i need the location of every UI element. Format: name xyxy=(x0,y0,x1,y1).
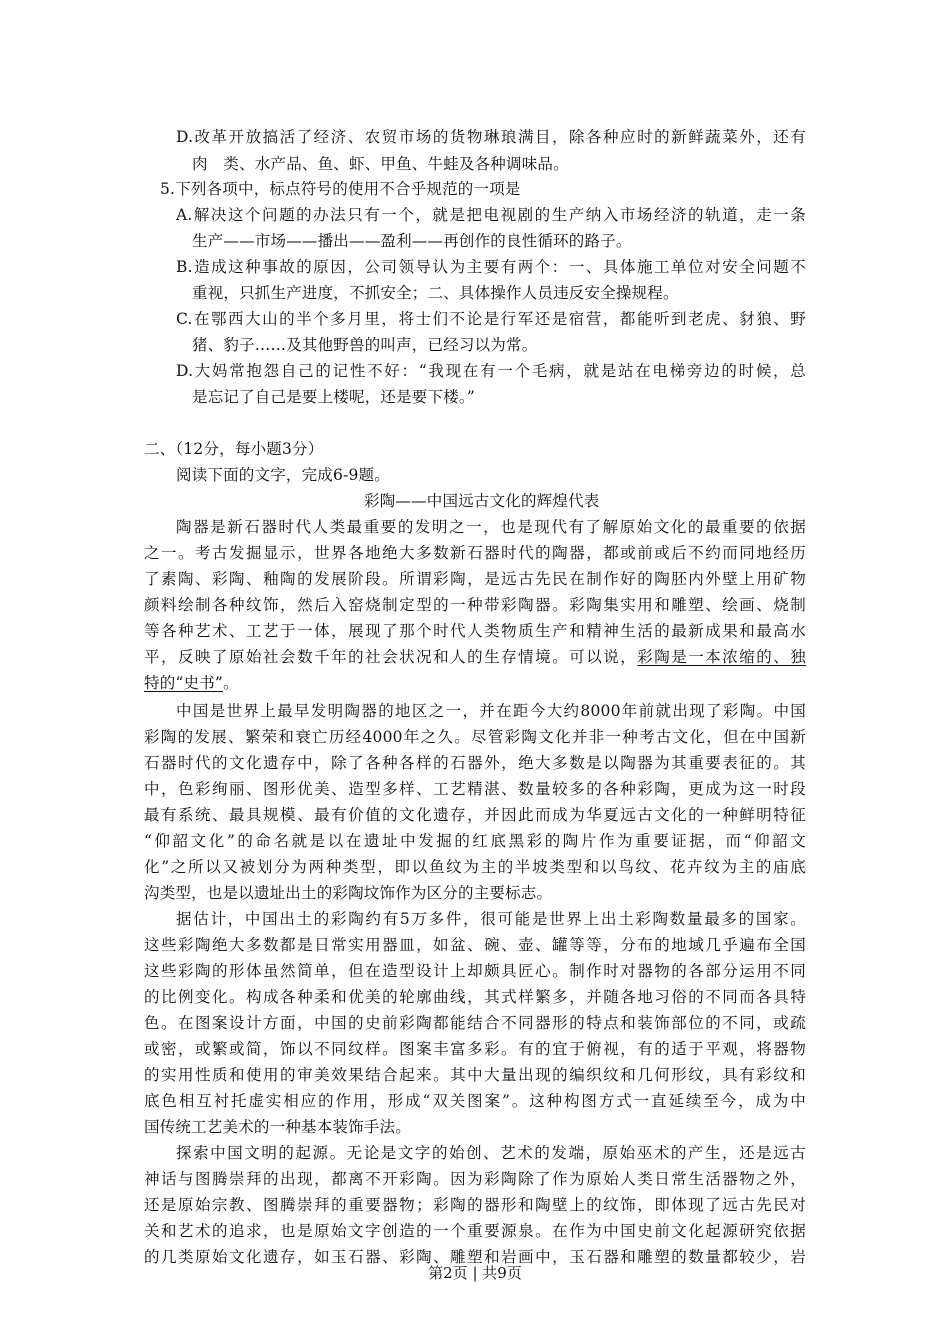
passage-p1-line xyxy=(144,670,239,696)
passage-p2-line: 最有系统、最具规模、最有价值的文化遗存，并因此而成为华夏远古文化的一种鲜明特征 xyxy=(144,806,806,824)
q5-stem: 5.下列各项中，标点符号的使用不合乎规范的一项是 xyxy=(160,180,521,198)
passage-p3-line: 这些彩陶的形体虽然简单，但在造型设计上却颇具匠心。制作时对器物的各部分运用不同 xyxy=(144,962,806,980)
section-heading: 二、（12分，每小题3分） xyxy=(144,440,324,458)
passage-p4-line: 的几类原始文化遗存，如玉石器、彩陶、雕塑和岩画中，玉石器和雕塑的数量都较少，岩 xyxy=(144,1248,806,1266)
passage-p1-line: 等各种艺术、工艺于一体，展现了那个时代人类物质生产和精神生活的最新成果和最高水 xyxy=(144,622,806,640)
passage-p4-line: 神话与图腾崇拜的出现，都离不开彩陶。因为彩陶除了作为原始人类日常生活器物之外， xyxy=(144,1170,806,1188)
q5-option-c-line1: C.在鄂西大山的半个多月里，将士们不论是行军还是宿营，都能听到老虎、豺狼、野 xyxy=(176,310,806,328)
q5-option-c-line2: 猪、豹子……及其他野兽的叫声，已经习以为常。 xyxy=(192,336,538,354)
q5-option-d-line2: 是忘记了自己是要上楼呢，还是要下楼。” xyxy=(192,388,475,406)
q4-option-d-line2: 肉 类、水产品、鱼、虾、甲鱼、牛蛙及各种调味品。 xyxy=(192,155,569,173)
passage-p2-line: 石器时代的文化遗存中，除了各种各样的石器外，绝大多数是以陶器为其重要表征的。其 xyxy=(144,754,806,772)
passage-p3-line: 或密，或繁或简，饰以不同纹样。图案丰富多彩。有的宜于俯视，有的适于平观，将器物 xyxy=(144,1040,806,1058)
passage-p2-line: 化”之所以又被划分为两种类型，即以鱼纹为主的半坡类型和以鸟纹、花卉纹为主的庙底 xyxy=(144,858,806,876)
passage-p2-line: 中，色彩绚丽、图形优美、造型多样、工艺精湛、数量较多的各种彩陶，更成为这一时段 xyxy=(144,780,806,798)
q5-option-b-line1: B.造成这种事故的原因，公司领导认为主要有两个：一、具体施工单位对安全问题不 xyxy=(176,258,806,276)
passage-p3-line: 国传统工艺美术的一种基本装饰手法。 xyxy=(144,1118,411,1136)
passage-p3-line: 的实用性质和使用的审美效果结合起来。其中大量出现的编织纹和几何形纹，具有彩纹和 xyxy=(144,1066,806,1084)
passage-p1-line: 颜料绘制各种纹饰，然后入窑烧制定型的一种带彩陶器。彩陶集实用和雕塑、绘画、烧制 xyxy=(144,596,806,614)
passage-p2-line: 沟类型，也是以遗址出土的彩陶坟饰作为区分的主要标志。 xyxy=(144,884,553,902)
passage-p4-line: 还是原始宗教、图腾崇拜的重要器物；彩陶的器形和陶壁上的纹饰，即体现了远古先民对 xyxy=(144,1196,806,1214)
passage-p4-line: 探索中国文明的起源。无论是文字的始创、艺术的发端，原始巫术的产生，还是远古 xyxy=(176,1144,806,1162)
passage-p3-line: 色。在图案设计方面，中国的史前彩陶都能结合不同器形的特点和装饰部位的不同，或疏 xyxy=(144,1014,806,1032)
passage-p1-text: 平，反映了原始社会数千年的社会状况和人的生存情境。可以说， xyxy=(144,648,638,666)
q5-option-b-line2: 重视，只抓生产进度，不抓安全；二、具体操作人员违反安全操规程。 xyxy=(192,284,679,302)
passage-p1-line: 之一。考古发掘显示，世界各地绝大多数新石器时代的陶器，都或前或后不约而同地经历 xyxy=(144,544,806,562)
passage-p4-line: 关和艺术的追求，也是原始文字创造的一个重要源泉。在作为中国史前文化起源研究依据 xyxy=(144,1222,806,1240)
passage-p1-line: 陶器是新石器时代人类最重要的发明之一，也是现代有了解原始文化的最重要的依据 xyxy=(176,518,806,536)
passage-title: 彩陶——中国远古文化的辉煌代表 xyxy=(364,492,600,510)
page-number: 第2页 | 共9页 xyxy=(428,1264,522,1282)
passage-p2-line: 中国是世界上最早发明陶器的地区之一，并在距今大约8000年前就出现了彩陶。中国 xyxy=(176,702,806,720)
passage-p3-line: 这些彩陶绝大多数都是日常实用器皿，如盆、碗、壶、罐等等，分布的地域几乎遍布全国 xyxy=(144,936,806,954)
q4-option-d-line1: D.改革开放搞活了经济、农贸市场的货物琳琅满目，除各种应时的新鲜蔬菜外，还有 xyxy=(176,128,806,146)
passage-p3-line: 的比例变化。构成各种柔和优美的轮廓曲线，其式样繁多，并随各地习俗的不同而各具特 xyxy=(144,988,806,1006)
passage-p3-line: 底色相互衬托虚实相应的作用，形成“双关图案”。这种构图方式一直延续至今，成为中 xyxy=(144,1092,806,1110)
reading-instruction: 阅读下面的文字，完成6-9题。 xyxy=(176,466,390,484)
q5-option-d-line1: D.大妈常抱怨自己的记性不好：“我现在有一个毛病，就是站在电梯旁边的时候，总 xyxy=(176,362,806,380)
passage-p2-line: “仰韶文化”的命名就是以在遗址中发掘的红底黑彩的陶片作为重要证据，而“仰韶文 xyxy=(144,832,806,850)
passage-p2-line: 彩陶的发展、繁荣和衰亡历经4000年之久。尽管彩陶文化并非一种考古文化，但在中国新 xyxy=(144,728,806,746)
q5-option-a-line1: A.解决这个问题的办法只有一个，就是把电视剧的生产纳入市场经济的轨道，走一条 xyxy=(176,206,806,224)
passage-p1-text: 。 xyxy=(223,674,239,692)
underlined-phrase: 彩陶是一本浓缩的、独 xyxy=(637,648,806,666)
passage-p1-line xyxy=(144,644,806,670)
underlined-phrase: 特的“史书” xyxy=(144,674,224,692)
passage-p1-line: 了素陶、彩陶、釉陶的发展阶段。所谓彩陶，是远古先民在制作好的陶胚内外壁上用矿物 xyxy=(144,570,806,588)
passage-p3-line: 据估计，中国出土的彩陶约有5万多件，很可能是世界上出土彩陶数量最多的国家。 xyxy=(176,910,806,928)
q5-option-a-line2: 生产——市场——播出——盈利——再创作的良性循环的路子。 xyxy=(192,232,632,250)
